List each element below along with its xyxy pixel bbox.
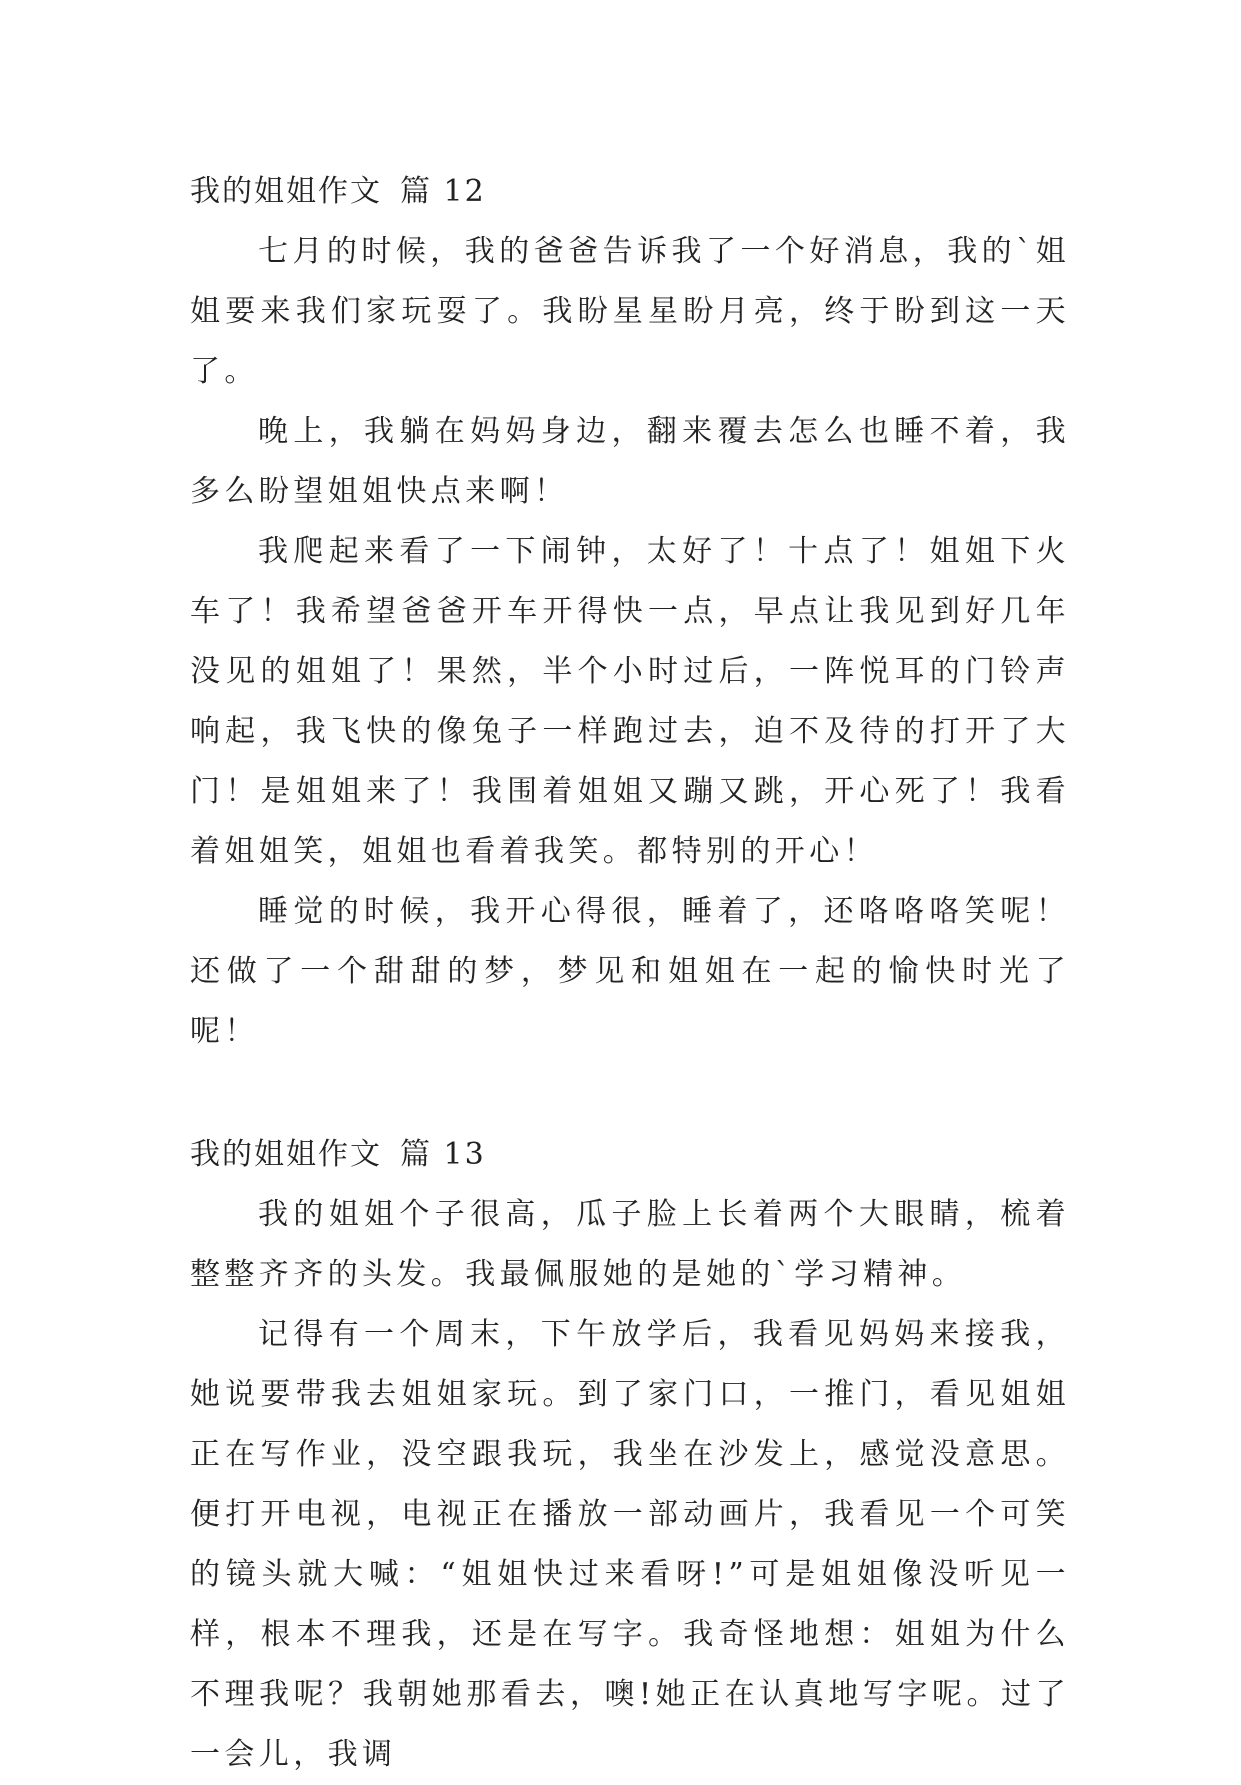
- essay-title: [190, 162, 1070, 222]
- paragraph: 记得有一个周末，下午放学后，我看见妈妈来接我，她说要带我去姐姐家玩。到了家门口，一推门，看见姐姐正在写作业，没空跟我玩，我坐在沙发上，感觉没意思。便打开电视，电视正在播放一部动画片，我看见一个可笑的镜头就大喊：“姐姐快过来看呀!”可是姐姐像没听见一样，根本不理我，还是在写字。我奇怪地想：姐姐为什么不理我呢？我朝她那看去，噢!她正在认真地写字呢。过了一会儿，我调: [190, 1317, 1070, 1772]
- paragraph: 我的姐姐个子很高，瓜子脸上长着两个大眼睛，梳着整整齐齐的头发。我最佩服她的是她的`学习精神。: [190, 1197, 1070, 1292]
- essay-13: [190, 1125, 1070, 1785]
- document-page: [190, 162, 1070, 1785]
- essay-title: [190, 1125, 1070, 1185]
- paragraph: 七月的时候，我的爸爸告诉我了一个好消息，我的`姐姐要来我们家玩耍了。我盼星星盼月亮，终于盼到这一天了。: [190, 234, 1070, 389]
- essay-title-text: 我的姐姐作文: [190, 174, 382, 209]
- essay-number: 篇 13: [400, 1137, 486, 1172]
- essay-title-text: 我的姐姐作文: [190, 1137, 382, 1172]
- paragraph: 睡觉的时候，我开心得很，睡着了，还咯咯咯笑呢！还做了一个甜甜的梦，梦见和姐姐在一起的愉快时光了呢！: [190, 894, 1070, 1049]
- paragraph: 我爬起来看了一下闹钟，太好了！十点了！姐姐下火车了！我希望爸爸开车开得快一点，早点让我见到好几年没见的姐姐了！果然，半个小时过后，一阵悦耳的门铃声响起，我飞快的像兔子一样跑过去，迫不及待的打开了大门！是姐姐来了！我围着姐姐又蹦又跳，开心死了！我看着姐姐笑，姐姐也看着我笑。都特别的开心！: [190, 534, 1070, 869]
- essay-12: [190, 162, 1070, 1062]
- essay-number: 篇 12: [400, 174, 486, 209]
- paragraph: 晚上，我躺在妈妈身边，翻来覆去怎么也睡不着，我多么盼望姐姐快点来啊！: [190, 414, 1070, 509]
